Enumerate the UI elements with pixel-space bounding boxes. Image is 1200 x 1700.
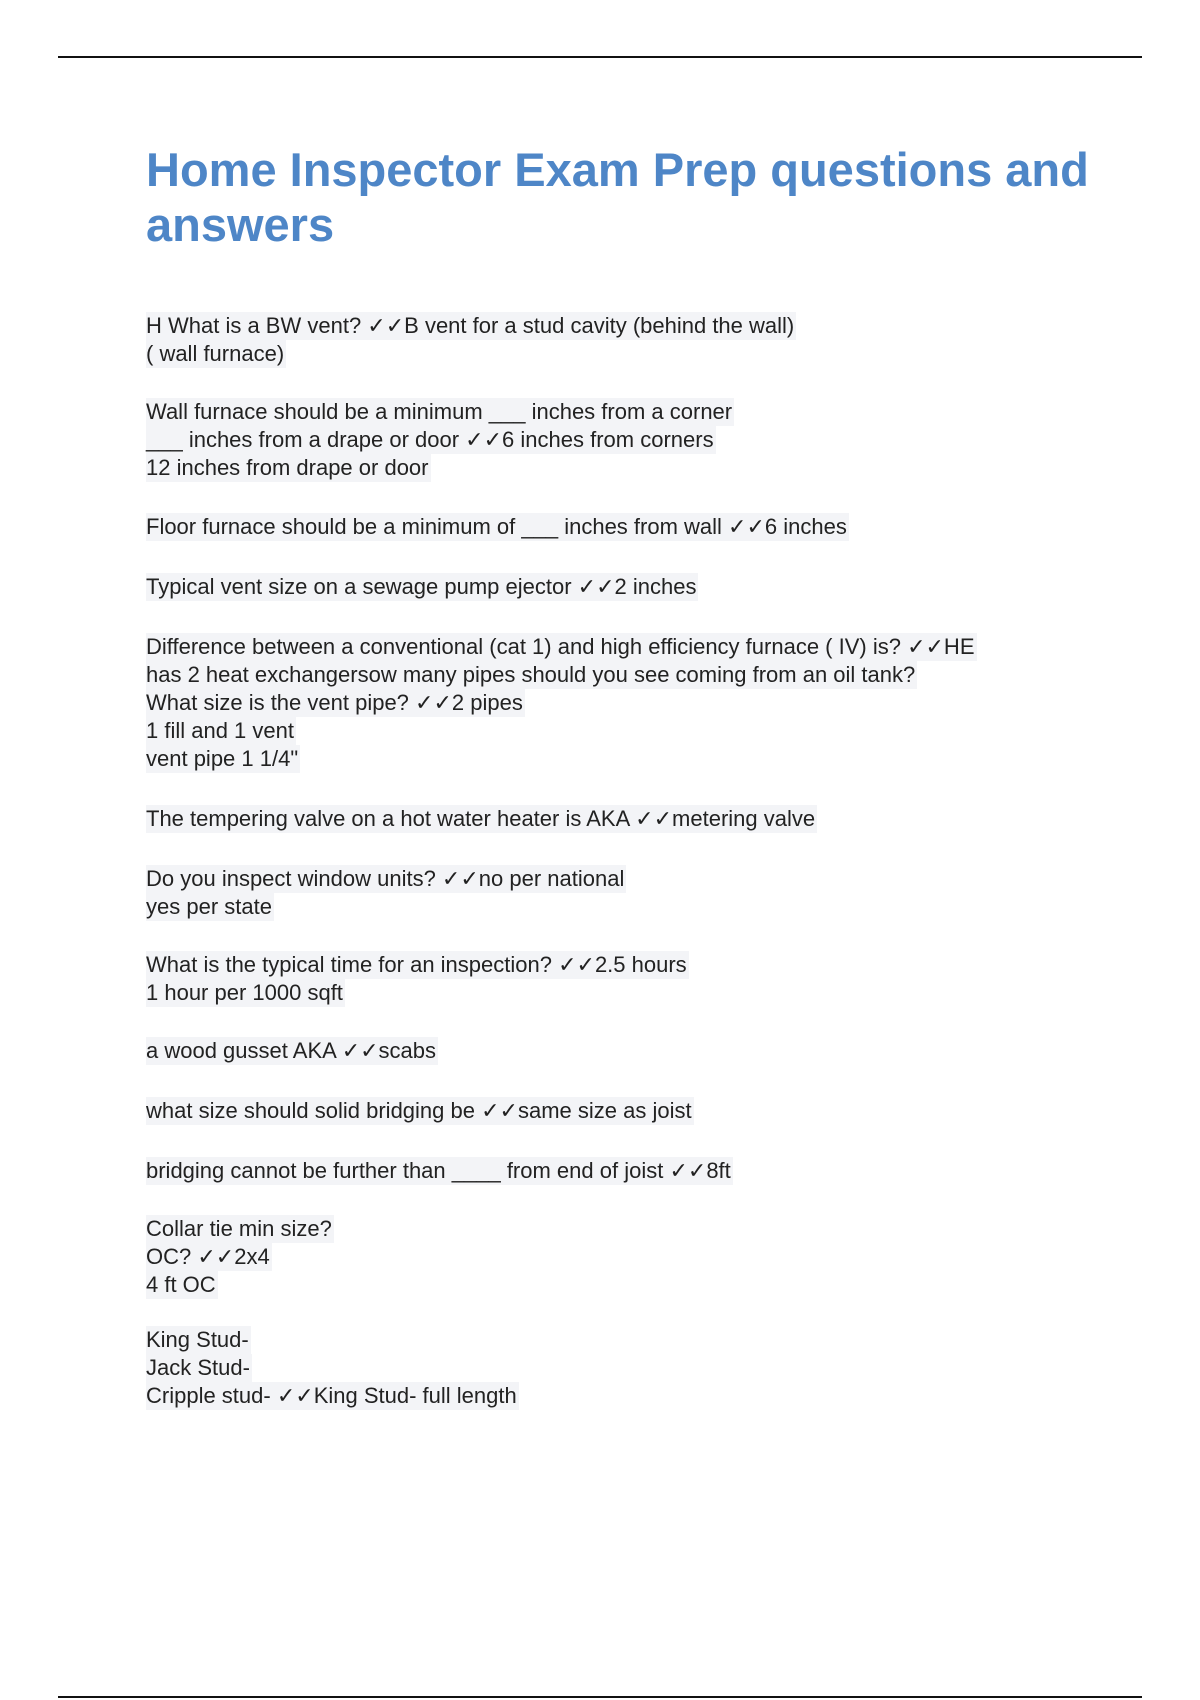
qa-item (146, 951, 1086, 1007)
qa-line-text: What is the typical time for an inspection? ✓✓2.5 hours (146, 952, 687, 977)
qa-item (146, 1215, 1086, 1299)
qa-line-text: ( wall furnace) (146, 341, 285, 366)
qa-line (146, 513, 1086, 541)
qa-line (146, 717, 1086, 745)
qa-line-text: Collar tie min size? (146, 1216, 332, 1241)
qa-line-text: has 2 heat exchangersow many pipes should you see coming from an oil tank? (146, 662, 916, 687)
qa-line (146, 805, 1086, 833)
qa-item (146, 398, 1086, 482)
qa-line (146, 1037, 1086, 1065)
qa-line-text: a wood gusset AKA ✓✓scabs (146, 1038, 437, 1063)
qa-line-text: The tempering valve on a hot water heater is AKA ✓✓metering valve (146, 806, 816, 831)
qa-line (146, 893, 1086, 921)
qa-line (146, 1243, 1086, 1271)
qa-line-text: 1 fill and 1 vent (146, 718, 294, 743)
qa-line (146, 745, 1086, 773)
qa-line (146, 1097, 1086, 1125)
qa-line-text: Typical vent size on a sewage pump ejector ✓✓2 inches (146, 574, 697, 599)
qa-line-text: King Stud- (146, 1327, 249, 1352)
qa-line-text: 4 ft OC (146, 1272, 216, 1297)
qa-item (146, 865, 1086, 921)
qa-line-text: Cripple stud- ✓✓King Stud- full length (146, 1383, 517, 1408)
qa-line (146, 398, 1086, 426)
qa-line (146, 1326, 1086, 1354)
qa-line (146, 1157, 1086, 1185)
qa-line (146, 426, 1086, 454)
document-title: Home Inspector Exam Prep questions and answers (146, 143, 1089, 251)
qa-line (146, 340, 1086, 368)
qa-line-text: 1 hour per 1000 sqft (146, 980, 343, 1005)
qa-line-text: vent pipe 1 1/4" (146, 746, 299, 771)
qa-line-text: what size should solid bridging be ✓✓same size as joist (146, 1098, 692, 1123)
qa-item (146, 1037, 1086, 1065)
qa-line (146, 573, 1086, 601)
qa-item (146, 1326, 1086, 1410)
qa-line-text: 12 inches from drape or door (146, 455, 429, 480)
footer-rule (58, 1696, 1142, 1698)
qa-line (146, 951, 1086, 979)
qa-item (146, 633, 1086, 773)
qa-line (146, 312, 1086, 340)
qa-line (146, 865, 1086, 893)
qa-line (146, 454, 1086, 482)
qa-line-text: yes per state (146, 894, 272, 919)
qa-line-text: Difference between a conventional (cat 1) and high efficiency furnace ( IV) is? ✓✓HE (146, 634, 975, 659)
qa-item (146, 573, 1086, 601)
qa-line (146, 633, 1086, 661)
qa-line (146, 1271, 1086, 1299)
qa-item (146, 312, 1086, 368)
qa-line-text: What size is the vent pipe? ✓✓2 pipes (146, 690, 523, 715)
qa-line (146, 1354, 1086, 1382)
qa-line (146, 1382, 1086, 1410)
qa-line-text: H What is a BW vent? ✓✓B vent for a stud cavity (behind the wall) (146, 313, 795, 338)
qa-line-text: Floor furnace should be a minimum of ___ inches from wall ✓✓6 inches (146, 514, 847, 539)
qa-line (146, 1215, 1086, 1243)
qa-list (146, 312, 1086, 1410)
qa-line-text: Wall furnace should be a minimum ___ inches from a corner (146, 399, 733, 424)
qa-line (146, 979, 1086, 1007)
header-rule (58, 56, 1142, 58)
qa-line-text: Do you inspect window units? ✓✓no per national (146, 866, 625, 891)
qa-line-text: Jack Stud- (146, 1355, 250, 1380)
qa-item (146, 1097, 1086, 1125)
qa-line (146, 661, 1086, 689)
qa-item (146, 513, 1086, 541)
qa-item (146, 805, 1086, 833)
qa-item (146, 1157, 1086, 1185)
qa-line-text: ___ inches from a drape or door ✓✓6 inches from corners (146, 427, 714, 452)
qa-line-text: bridging cannot be further than ____ from end of joist ✓✓8ft (146, 1158, 731, 1183)
qa-line (146, 689, 1086, 717)
qa-line-text: OC? ✓✓2x4 (146, 1244, 270, 1269)
